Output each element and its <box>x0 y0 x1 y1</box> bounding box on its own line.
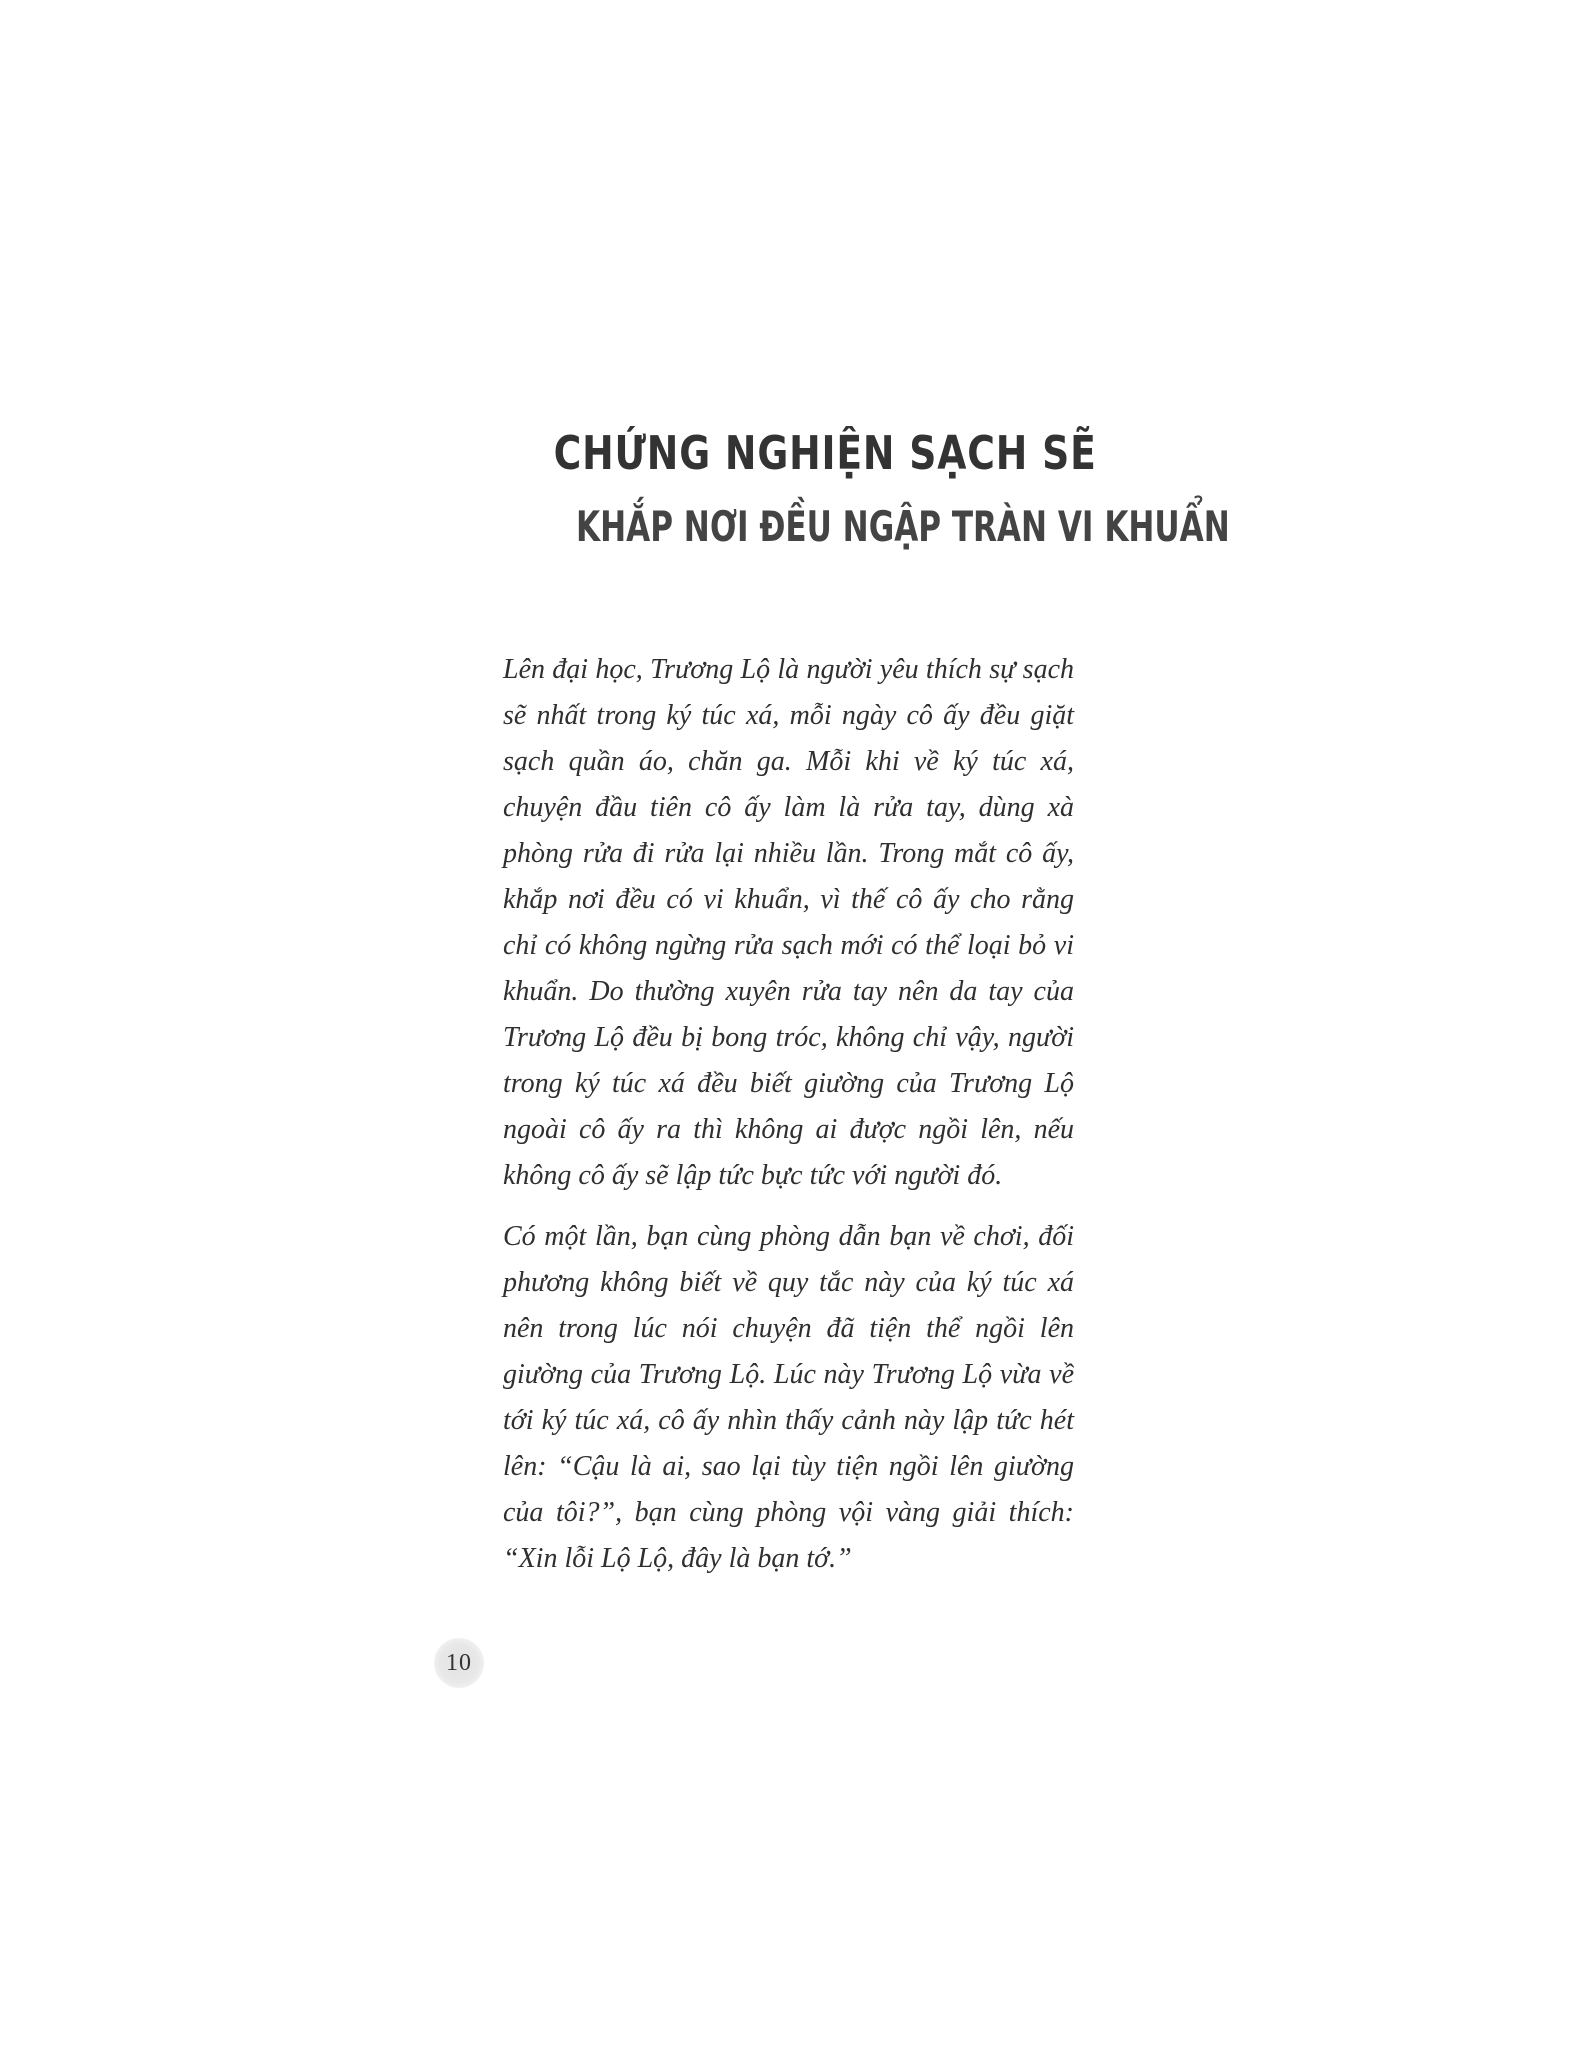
paragraph: Lên đại học, Trương Lộ là người yêu thích sự sạch sẽ nhất trong ký túc xá, mỗi ngày cô ấy đều giặt sạch quần áo, chăn ga. Mỗi khi về ký túc xá, chuyện đầu tiên cô ấy làm là rửa tay, dùng xà phòng rửa đi rửa lại nhiều lần. Trong mắt cô ấy, khắp nơi đều có vi khuẩn, vì thế cô ấy cho rằng chỉ có không ngừng rửa sạch mới có thể loại bỏ vi khuẩn. Do thường xuyên rửa tay nên da tay của Trương Lộ đều bị bong tróc, không chỉ vậy, người trong ký túc xá đều biết giường của Trương Lộ ngoài cô ấy ra thì không ai được ngồi lên, nếu không cô ấy sẽ lập tức bực tức với người đó. <box>503 654 1074 1191</box>
chapter-title-sub: KHẮP NƠI ĐỀU NGẬP TRÀN VI KHUẨN <box>576 502 1230 551</box>
body-text <box>503 647 1074 1597</box>
page-number: 10 <box>434 1638 484 1688</box>
paragraph: Có một lần, bạn cùng phòng dẫn bạn về chơi, đối phương không biết về quy tắc này của ký túc xá nên trong lúc nói chuyện đã tiện thể ngồi lên giường của Trương Lộ. Lúc này Trương Lộ vừa về tới ký túc xá, cô ấy nhìn thấy cảnh này lập tức hét lên: “Cậu là ai, sao lại tùy tiện ngồi lên giường của tôi?”, bạn cùng phòng vội vàng giải thích: “Xin lỗi Lộ Lộ, đây là bạn tớ.” <box>503 1221 1074 1574</box>
chapter-title-main: CHỨNG NGHIỆN SẠCH SẼ <box>553 426 1097 480</box>
chapter-title <box>503 418 1230 562</box>
